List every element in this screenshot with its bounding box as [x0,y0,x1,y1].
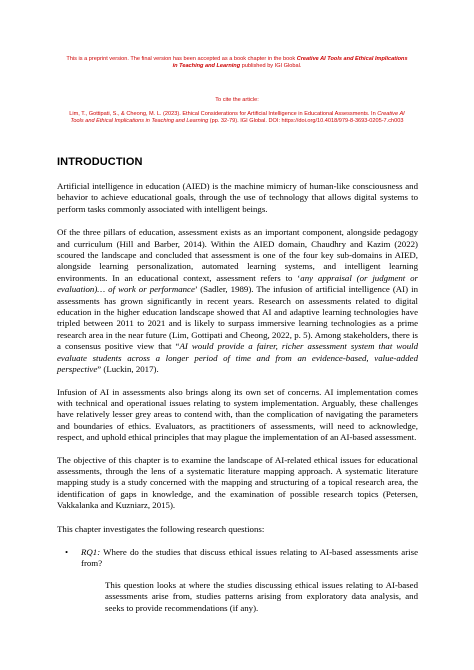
paragraph-3: Infusion of AI in assessments also brings along its own set of concerns. AI implementation comes with technical and operational issues relating to system implementation. Arguably, these challenges have relatively lesser grey areas to contend with, than the complication of navigating the parameters and boundaries of ethics. Evaluators, as practitioners of assessments, will need to acknowledge, respect, and uphold ethical principles that may plague the implementation of an AI-based assessment. [57,386,418,443]
paragraph-4: The objective of this chapter is to examine the landscape of AI-related ethical issues for educational assessments, through the lens of a systematic literature mapping approach. A systematic literature mapping study is a study concerned with the mapping and structuring of a topical research area, the identification of gaps in knowledge, and the examination of possible research topics (Petersen, Vakkalanka and Kuzniarz, 2015). [57,454,418,511]
paragraph-2-quote-1: any appraisal (or judgment or evaluation)… of work or performance [57,272,418,295]
paragraph-1: Artificial intelligence in education (AIED) is the machine mimicry of human-like consciousness and behavior to achieve educational goals, through the use of technology that allows digital systems to perform tasks commonly associated with intelligent beings. [57,181,418,214]
citation-text [64,111,410,125]
citation-rest: (pp. 32-79). IGI Global. DOI: https://doi.org/10.4018/979-8-3693-0205-7.ch003 [208,118,404,125]
rq1-question: Where do the studies that discuss ethical issues relating to AI-based assessments arise from? [81,546,418,569]
rq1-label: RQ1: [81,546,101,557]
section-heading: INTRODUCTION [57,156,143,168]
paragraph-2-quote-2: AI would provide a fairer, richer assessment system that would evaluate students across a longer period of time and from an evidence-based, value-added perspective [57,341,418,375]
paragraph-2 [57,227,418,375]
research-question-item [57,547,418,614]
research-questions-list [57,547,418,614]
paragraph-2-c: ’ (Sadler, 1989). The infusion of artificial intelligence (AI) in assessments has grown significantly in recent years. Research on assessments related to digital education in the higher education landscape showed that AI and adaptive learning technologies have tripled between 2011 to 2021 and is likely to surpass immersive learning technologies as a prime research area in the near future (Lim, Gottipati and Cheong, 2022, p. 5). Among stakeholders, there is a consensus positive view that “ [57,284,418,352]
paragraph-2-e: ” (Luckin, 2017). [97,364,159,375]
citation-heading: To cite the article: [215,97,259,103]
preprint-text-2: published by IGI Global. [240,63,302,70]
citation-book-title: Creative AI Tools and Ethical Implications in Teaching and Learning [70,111,405,125]
paragraph-5: This chapter investigates the following research questions: [57,523,265,534]
rq1-explanation: This question looks at where the studies discussing ethical issues relating to AI-based assessments arise from, studies patterns arising from exploratory data analysis, and seeks to provide recommendations (if any). [105,579,418,613]
preprint-text-1: This is a preprint version. The final version has been accepted as a book chapter in the book [66,56,297,62]
preprint-book-title: Creative AI Tools and Ethical Implications in Teaching and Learning [172,56,408,70]
citation-authors-title: Lim, T., Gottipati, S., & Cheong, M. L. (2023). Ethical Considerations for Artificial Intelligence in Educational Assessments. In [69,111,378,117]
bullet-icon: • [65,546,69,557]
preprint-notice [64,56,410,70]
paragraph-2-a: Of the three pillars of education, assessment exists as an important component, alongside pedagogy and curriculum (Hill and Barber, 2014). Within the AIED domain, Chaudhry and Kazim (2022) scoured the landscape and concluded that assessment is one of the four key sub-domains in AIED, alongside learning personalization, automated learning systems, and intelligent learning environments. In an educational context, assessment refers to ‘ [57,227,418,283]
body-text [57,181,418,614]
